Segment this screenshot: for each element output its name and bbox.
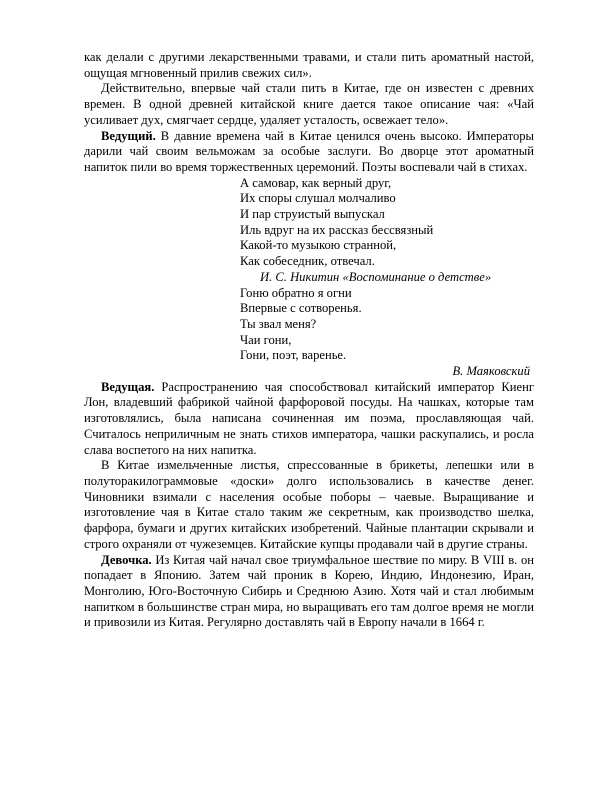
poem-line: Как собеседник, отвечал. xyxy=(240,254,375,269)
speaker-label: Девочка. xyxy=(101,552,152,567)
speaker-label: Ведущая. xyxy=(101,379,155,394)
paragraph-continuation: как делали с другими лекарственными травами, и стали пить ароматный настой, ощущая мгновенный прилив свежих сил». xyxy=(84,50,534,80)
paragraph-girl xyxy=(84,553,534,632)
poem-nikitin xyxy=(84,176,534,270)
poem-attribution: В. Маяковский xyxy=(452,364,530,379)
speaker-label: Ведущий. xyxy=(101,128,156,143)
paragraph-china-origin: Действительно, впервые чай стали пить в Китае, где он известен с древних времен. В одной древней китайской книге дается такое описание чая: «Чай усиливает дух, смягчает сердце, удаляет усталость, освежает тело». xyxy=(84,81,534,127)
paragraph-host-female xyxy=(84,380,534,459)
poem-line: Их споры слушал молчаливо xyxy=(240,191,396,206)
paragraph-host-male xyxy=(84,129,534,176)
poem-line: Иль вдруг на их рассказ бессвязный xyxy=(240,222,434,237)
paragraph-text: Распространению чая способствовал китайский император Киенг Лон, владевший фабрикой чайной фарфоровой посуды. На чашках, которые там изготовлялись, была написана сочиненная им поэма, прославляющая чай. Считалось неприличным не знать стихов императора, чашки раскупались, и росла слава воспетого на них напитка. xyxy=(84,379,534,457)
poem-line: Чаи гони, xyxy=(240,332,292,347)
poem-line: Ты звал меня? xyxy=(240,316,317,331)
poem-line: Гони, поэт, варенье. xyxy=(240,348,347,363)
poem-line: Гоню обратно я огни xyxy=(240,285,352,300)
paragraph-text: Из Китая чай начал свое триумфальное шествие по миру. В VIII в. он попадает в Японию. Затем чай проник в Корею, Индию, Индонезию, Иран, Монголию, Юго-Восточную Сибирь и Среднюю Азию. Хотя чай и стал любимым напитком в большинстве стран мира, но выращивать его там долгое время не могли и привозили из Китая. Регулярно доставлять чай в Европу начали в 1664 г. xyxy=(84,552,534,630)
poem-line: А самовар, как верный друг, xyxy=(240,175,392,190)
poem-mayakovsky xyxy=(84,286,534,365)
poem-attribution: И. С. Никитин «Воспоминание о детстве» xyxy=(260,269,492,284)
poem-line: Какой-то музыкою странной, xyxy=(240,238,397,253)
poem-line: Впервые с сотворенья. xyxy=(240,301,362,316)
document-page xyxy=(84,50,534,631)
paragraph-text: В давние времена чай в Китае ценился очень высоко. Императоры дарили чай своим вельможам за особые заслуги. Во дворце этот ароматный напиток пили во время торжественных церемоний. Поэты воспевали чай в стихах. xyxy=(84,128,534,174)
paragraph-tea-money: В Китае измельченные листья, спрессованные в брикеты, лепешки или в полуторакилограммовые «доски» долго использовались в качестве денег. Чиновники взимали с населения особые поборы – чаевые. Выращивание и изготовление чая в Китае стало таким же секретным, как производство шелка, фарфора, бумаги и других китайских изобретений. Чайные плантации скрывали и строго охраняли от чужеземцев. Китайские купцы продавали чай в другие страны. xyxy=(84,458,534,551)
poem-line: И пар струистый выпускал xyxy=(240,207,385,222)
